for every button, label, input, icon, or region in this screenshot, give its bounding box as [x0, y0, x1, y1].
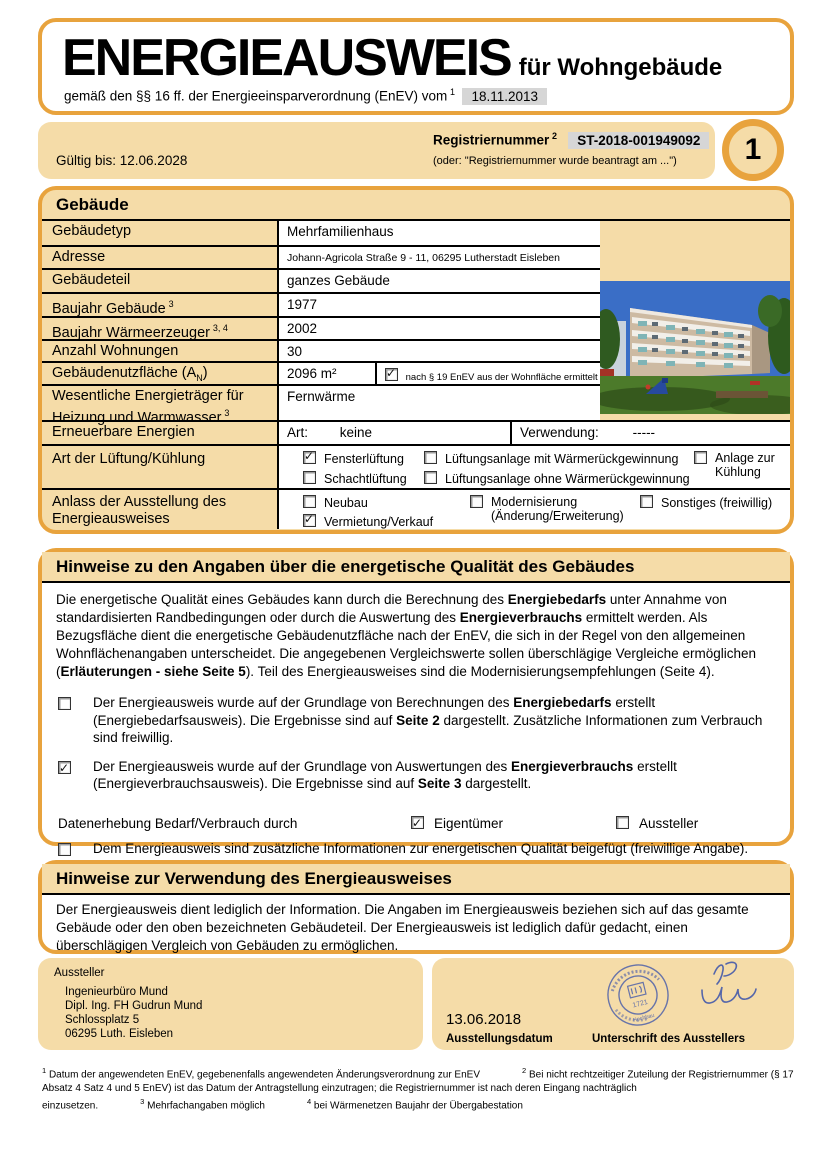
usage-notes-paragraph: Der Energieausweis dient lediglich der Information. Die Angaben im Energieausweis beziehen sich auf das gesamte Gebäude oder den oben bezeichneten Gebäudeteil. Der Energieausweis ist lediglich dafür gedacht, einen überschlägigen Vergleich von Gebäuden zu ermöglichen. [56, 902, 749, 953]
footnote-ref-3: 3 [168, 299, 174, 309]
checkbox-anlage-kuehlung[interactable] [694, 451, 707, 464]
building-table [42, 221, 790, 529]
issue-date-signature-box [432, 958, 794, 1050]
checkbox-schachtlueftung[interactable] [303, 471, 316, 484]
validity-box [38, 122, 715, 179]
checkbox-modernisierung[interactable] [470, 495, 483, 508]
valid-until: Gültig bis: 12.06.2028 [56, 153, 188, 168]
checkbox-eigentuemer[interactable] [411, 816, 424, 829]
law-reference: gemäß den §§ 16 ff. der Energieeinsparverordnung (EnEV) vom $^1$ 18.11.2013 [64, 87, 547, 105]
option-lueftung-mit-wrg: Lüftungsanlage mit Wärmerückgewinnung [424, 451, 678, 466]
footnote-ref-2: 2 [552, 131, 558, 141]
footnote-ref-3b: 3 [224, 408, 230, 418]
option-fensterlueftung: ✓ Fensterlüftung [303, 451, 404, 466]
enev-date: 18.11.2013 [462, 88, 547, 105]
option-aussteller: Aussteller [616, 815, 698, 833]
row-label-energietraeger: Wesentliche Energieträger für Heizung und Warmwasser $^3$ [42, 384, 279, 420]
value-adresse: Johann-Agricola Straße 9 - 11, 06295 Lutherstadt Eisleben [279, 245, 600, 268]
quality-notes-title: Hinweise zu den Angaben über die energetische Qualität des Gebäudes [42, 552, 790, 583]
checkbox-zusatzinfo[interactable] [58, 843, 71, 856]
value-energietraeger: Fernwärme [279, 384, 600, 420]
table-row [42, 444, 790, 488]
footnote-1: Datum der angewendeten EnEV, gegebenenfalls angewendeten Änderungsverordnung zur EnEV [48, 1069, 481, 1081]
checkbox-sonstiges[interactable] [640, 495, 653, 508]
registration-number: ST-2018-001949092 [568, 132, 709, 149]
option-neubau: Neubau [303, 495, 368, 510]
table-row [42, 420, 790, 444]
nutzflaeche-check-cell [377, 361, 600, 384]
checkbox-wohnflaeche-ermittelt[interactable] [385, 368, 398, 381]
checkbox-energieverbrauch[interactable] [58, 761, 71, 774]
value-erneuerbare-art: Art: keine [279, 420, 512, 444]
zusatz-item: Dem Energieausweis sind zusätzliche Informationen zur energetischen Qualität beigefügt (freiwillige Angabe). [56, 840, 776, 858]
footnote-2: Bei nicht rechtzeitiger Zuteilung der Registriernummer (§ 17 Absatz 4 Satz 4 und 5 EnEV) ist das Datum der Antragstellung einzutragen; die Registriernummer ist nach deren Eingang nachträglich einzusetzen. [42, 1069, 794, 1112]
value-gebaeudetyp: Mehrfamilienhaus [279, 221, 600, 245]
footnote-3-sup: 3 [140, 1097, 145, 1107]
building-section-title: Gebäude [42, 190, 790, 221]
stamp-word: Hochbau [632, 1012, 656, 1024]
value-gebaeudeteil: ganzes Gebäude [279, 268, 600, 292]
table-row [42, 245, 790, 268]
footnote-4: bei Wärmenetzen Baujahr der Übergabestation [313, 1100, 523, 1112]
document-title [62, 28, 722, 88]
checkbox-aussteller[interactable] [616, 816, 629, 829]
checkbox-energiebedarf[interactable] [58, 697, 71, 710]
signature-label: Unterschrift des Ausstellers [592, 1033, 745, 1045]
issuer-stamp [592, 958, 684, 1032]
option-sonstiges: Sonstiges (freiwillig) [640, 495, 772, 510]
title-sub: für Wohngebäude [518, 54, 723, 81]
checkbox-label: nach § 19 EnEV aus der Wohnfläche ermittelt [405, 372, 598, 383]
checkbox-lueftung-mit-wrg[interactable] [424, 451, 437, 464]
building-photo [600, 281, 792, 414]
value-baujahr-gebaeude: 1977 [279, 292, 600, 316]
checkbox-lueftung-ohne-wrg[interactable] [424, 471, 437, 484]
footnote-2-sup: 2 [522, 1066, 527, 1075]
registration-alt-text: (oder: "Registriernummer wurde beantragt am ...") [433, 155, 677, 167]
verbrauch-item: ✓ Der Energieausweis wurde auf der Grundlage von Auswertungen des Energieverbrauchs erstellt (Energieverbrauchsausweis). Die Ergebnisse sind auf Seite 3 dargestellt. [56, 758, 776, 793]
issuer-title: Aussteller [54, 967, 105, 979]
option-schachtlueftung: Schachtlüftung [303, 471, 407, 486]
page-number-badge [722, 119, 784, 181]
datenerhebung-row [56, 815, 776, 833]
issuer-address [65, 985, 202, 1041]
checkbox-neubau[interactable] [303, 495, 316, 508]
quality-notes-paragraph: Die energetische Qualität eines Gebäudes kann durch die Berechnung des Energiebedarfs unter Annahme von standardisierten Randbedingungen oder durch die Auswertung des Energieverbrauchs ermittelt werden. Als Bezugsfläche dient die energetische Gebäudenutzfläche nach der EnEV, die sich in der Regel von den allgemeinen Wohnflächenangaben unterscheidet. Die angegebenen Vergleichswerte sollen überschlägige Vergleiche ermöglichen (Erläuterungen - siehe Seite 5). Teil des Energieausweises sind die Modernisierungsempfehlungen (Seite 4). [56, 592, 756, 679]
row-label-gebaeudeteil: Gebäudeteil [42, 268, 279, 292]
header-box [38, 18, 794, 115]
quality-notes-section [38, 548, 794, 856]
row-label-adresse: Adresse [42, 245, 279, 268]
value-anlass [279, 488, 790, 529]
footnote-ref-3-4: 3, 4 [212, 323, 228, 333]
option-modernisierung: Modernisierung (Änderung/Erweiterung) [470, 495, 630, 523]
usage-notes-section [38, 860, 794, 954]
quality-notes-body [42, 583, 790, 863]
building-section [38, 186, 794, 534]
footnote-4-sup: 4 [306, 1097, 312, 1107]
row-label-baujahr-waermeerzeuger: Baujahr Wärmeerzeuger $^{3, 4}$ [42, 316, 279, 339]
value-erneuerbare-verwendung: Verwendung: ----- [512, 420, 790, 444]
title-main: ENERGIEAUSWEIS [62, 29, 511, 87]
row-label-baujahr-gebaeude: Baujahr Gebäude $^3$ [42, 292, 279, 316]
bedarf-item: Der Energieausweis wurde auf der Grundlage von Berechnungen des Energiebedarfs erstellt (Energiebedarfsausweis). Die Ergebnisse sind auf Seite 2 dargestellt. Zusätzliche Informationen zum Verbrauch sind freiwillig. [56, 694, 776, 747]
value-anzahl-wohnungen: 30 [279, 339, 600, 361]
issuer-line: Ingenieurbüro Mund [65, 986, 168, 998]
row-label-nutzflaeche: Gebäudenutzfläche $(A_N)$ [42, 361, 279, 384]
issue-date: 13.06.2018 [446, 1011, 522, 1028]
issuer-signature [684, 956, 784, 1012]
erneuerbare-verwendung-value: ----- [632, 425, 656, 440]
table-row [42, 488, 790, 529]
footnote-ref-1: 1 [449, 87, 455, 97]
footnote-3: Mehrfachangaben möglich [147, 1100, 265, 1112]
value-lueftung [279, 444, 790, 488]
value-nutzflaeche: 2096 m² [279, 361, 377, 384]
footnote-1-sup: 1 [42, 1066, 47, 1075]
checkbox-fensterlueftung[interactable] [303, 451, 316, 464]
datenerhebung-label: Datenerhebung Bedarf/Verbrauch durch [58, 815, 298, 831]
erneuerbare-art-value: keine [339, 425, 373, 440]
row-label-anzahl-wohnungen: Anzahl Wohnungen [42, 339, 279, 361]
option-vermietung: ✓Vermietung/Verkauf [303, 514, 433, 529]
checkbox-vermietung[interactable] [303, 514, 316, 527]
usage-notes-title: Hinweise zur Verwendung des Energieausweises [42, 864, 790, 895]
registration-number-line: Registriernummer $^2$ ST-2018-001949092 [433, 131, 709, 149]
option-eigentuemer: ✓ Eigentümer [411, 815, 503, 833]
row-label-lueftung: Art der Lüftung/Kühlung [42, 444, 279, 488]
footnotes [42, 1064, 794, 1113]
issuer-line: 06295 Luth. Eisleben [65, 1028, 174, 1040]
option-anlage-kuehlung: Anlage zur Kühlung [694, 451, 789, 479]
page-number: 1 [744, 133, 762, 166]
issue-date-label: Ausstellungsdatum [446, 1033, 553, 1045]
row-label-erneuerbare: Erneuerbare Energien [42, 420, 279, 444]
table-row [42, 221, 790, 245]
row-label-gebaeudetyp: Gebäudetyp [42, 221, 279, 245]
row-label-anlass: Anlass der Ausstellung des Energieausweises [42, 488, 279, 529]
option-lueftung-ohne-wrg: Lüftungsanlage ohne Wärmerückgewinnung [424, 471, 690, 486]
value-baujahr-waermeerzeuger: 2002 [279, 316, 600, 339]
issuer-line: Schlossplatz 5 [65, 1014, 140, 1026]
issuer-box [38, 958, 423, 1050]
stamp-year: 1721 [631, 998, 649, 1010]
issuer-line: Dipl. Ing. FH Gudrun Mund [65, 1000, 203, 1012]
